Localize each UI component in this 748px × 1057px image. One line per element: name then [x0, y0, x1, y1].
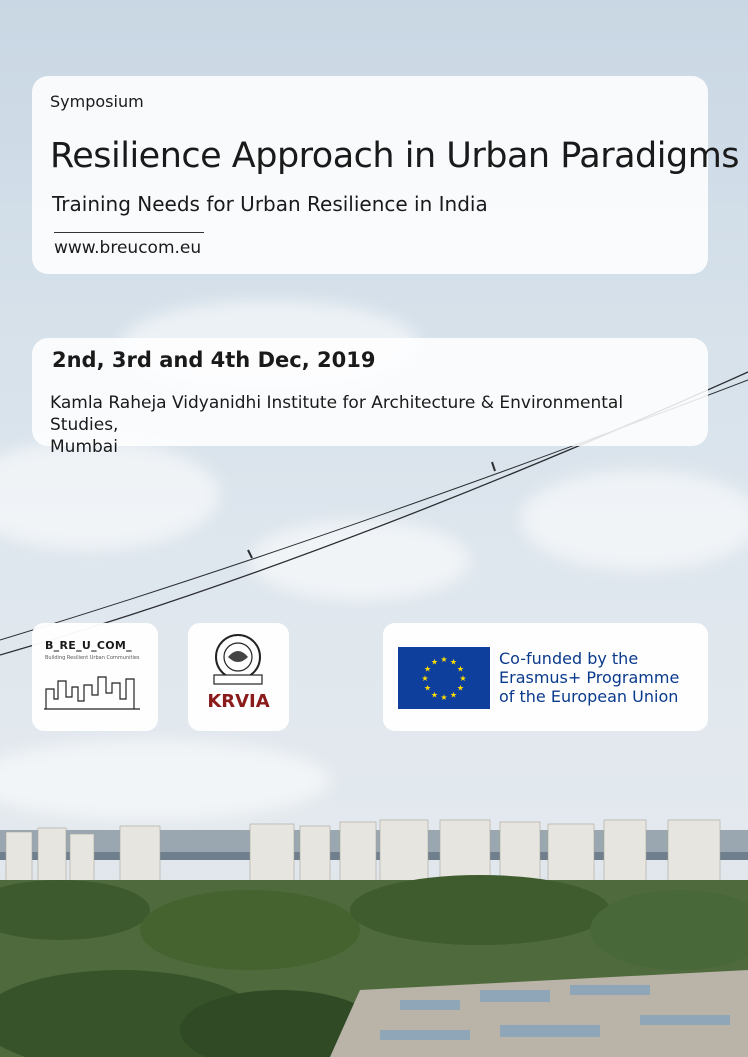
eu-line-3: of the European Union [499, 687, 679, 706]
page-title: Resilience Approach in Urban Paradigms [50, 136, 740, 176]
breucom-name: B_RE_U_COM_ [45, 639, 132, 652]
eu-star-icon: ★ [449, 657, 458, 667]
title-card [32, 76, 740, 274]
venue-line-2: Mumbai [50, 437, 118, 457]
eu-star-icon: ★ [430, 690, 439, 700]
breucom-tagline: Building Resilient Urban Communities [45, 655, 140, 661]
eu-star-icon: ★ [459, 674, 467, 683]
eu-star-icon: ★ [440, 693, 448, 702]
event-dates: 2nd, 3rd and 4th Dec, 2019 [52, 348, 376, 372]
eu-funding-text [499, 649, 679, 706]
skyline-logo-icon [44, 669, 144, 713]
krvia-name: KRVIA [207, 691, 270, 712]
eu-line-1: Co-funded by the [499, 649, 639, 668]
eu-star-icon: ★ [456, 683, 465, 693]
event-type-label: Symposium [50, 92, 144, 111]
krvia-logo [188, 623, 289, 731]
eu-line-2: Erasmus+ Programme [499, 668, 680, 687]
eu-star-icon: ★ [423, 664, 432, 674]
city-skyline [0, 790, 748, 1057]
eu-star-icon: ★ [423, 683, 432, 693]
eu-star-icon: ★ [449, 690, 458, 700]
eu-star-icon: ★ [430, 657, 439, 667]
krvia-emblem-icon [208, 631, 268, 687]
eu-star-icon: ★ [421, 674, 429, 683]
eu-star-icon: ★ [456, 664, 465, 674]
page-subtitle: Training Needs for Urban Resilience in India [52, 192, 488, 216]
website-link[interactable]: www.breucom.eu [54, 238, 202, 258]
venue-line-1: Kamla Raheja Vidyanidhi Institute for Architecture & Environmental Studies, [50, 393, 624, 435]
event-venue [50, 392, 690, 458]
breucom-logo [32, 623, 158, 731]
eu-funding-logo [383, 623, 708, 731]
eu-star-icon: ★ [440, 655, 448, 664]
eu-flag-icon [398, 647, 490, 709]
event-details-card [32, 338, 708, 457]
divider [54, 232, 204, 233]
